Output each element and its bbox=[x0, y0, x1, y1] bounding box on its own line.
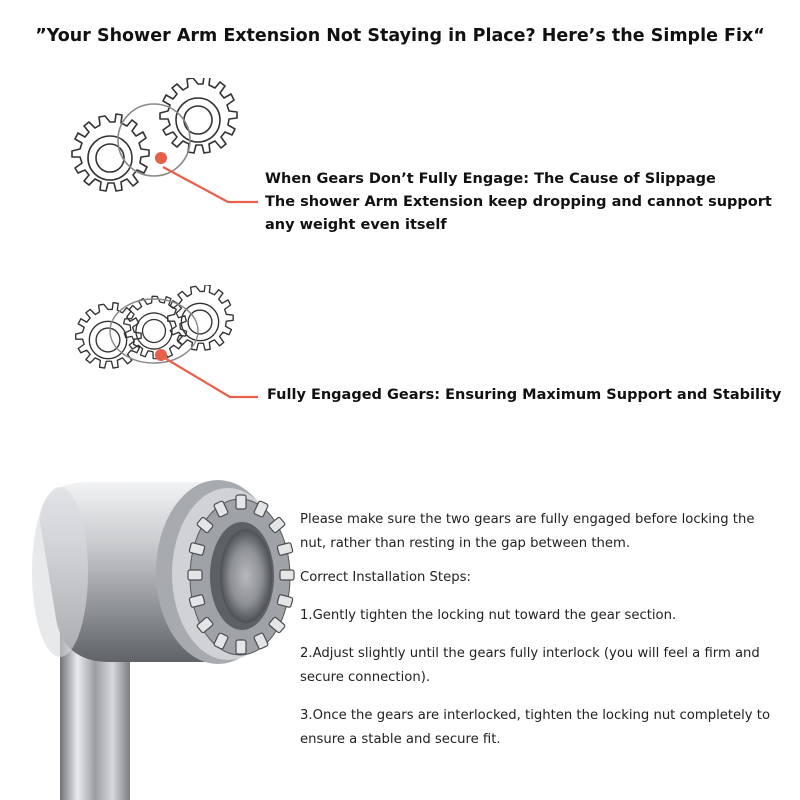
step-1: 1.Gently tighten the locking nut toward the gear section. bbox=[300, 608, 677, 623]
step-2: 2.Adjust slightly until the gears fully interlock (you will feel a firm and secure connection). bbox=[300, 646, 760, 685]
intro-text: Please make sure the two gears are fully engaged before locking the nut, rather than resting in the gap between them. bbox=[300, 512, 755, 551]
disengaged-gears-icon bbox=[70, 78, 240, 200]
section1-description: The shower Arm Extension keep dropping and cannot support any weight even itself bbox=[265, 194, 772, 233]
section1-heading: When Gears Don’t Fully Engage: The Cause of Slippage bbox=[265, 171, 716, 187]
section2-heading: Fully Engaged Gears: Ensuring Maximum Support and Stability bbox=[267, 387, 782, 403]
steps-heading: Correct Installation Steps: bbox=[300, 570, 471, 585]
page-title: ”Your Shower Arm Extension Not Staying in Place? Here’s the Simple Fix“ bbox=[35, 26, 765, 46]
section1-text bbox=[265, 168, 785, 237]
shower-arm-image bbox=[0, 462, 300, 800]
installation-instructions bbox=[300, 508, 780, 762]
engaged-gears-icon bbox=[70, 285, 240, 385]
step-3: 3.Once the gears are interlocked, tighten the locking nut completely to ensure a stable and secure fit. bbox=[300, 708, 771, 747]
